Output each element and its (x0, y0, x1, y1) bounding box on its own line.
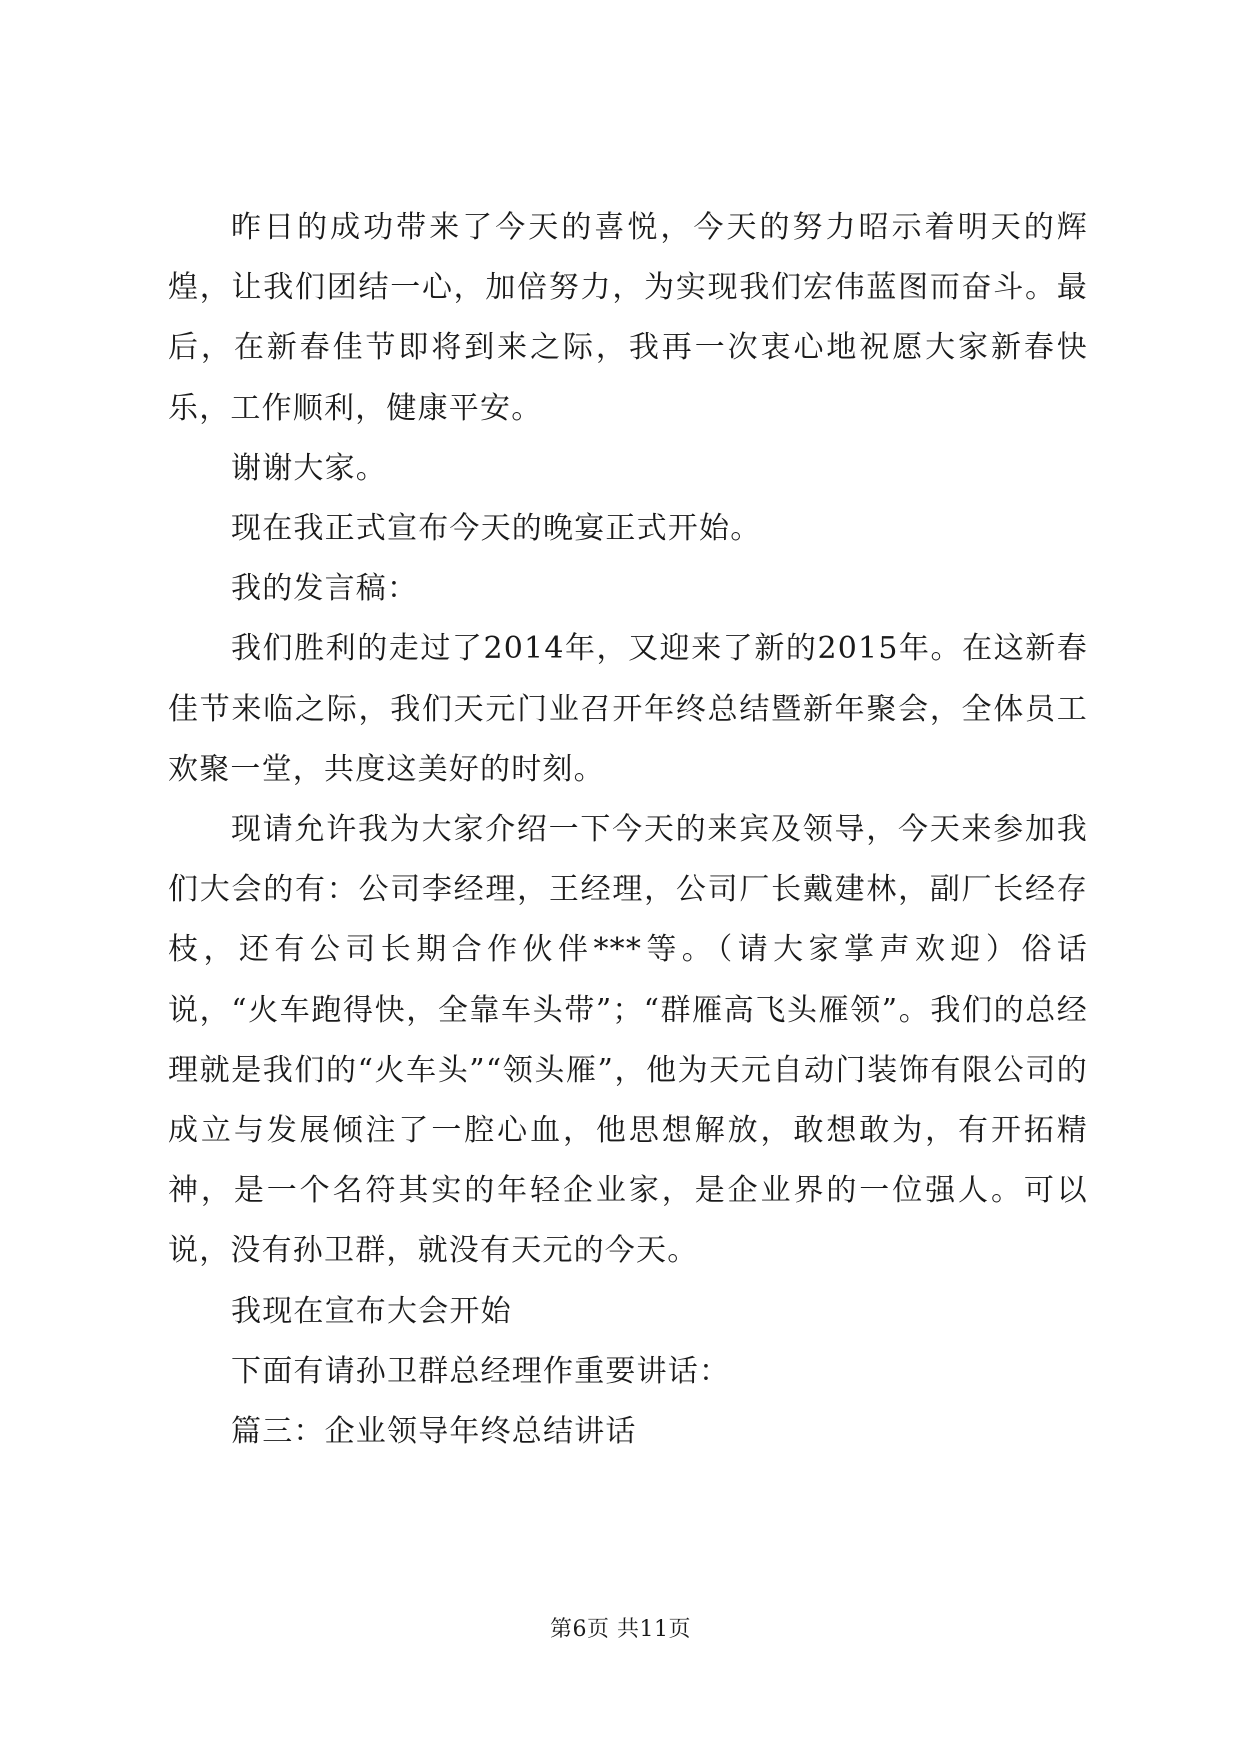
paragraph-meeting-start: 我现在宣布大会开始 (231, 1293, 512, 1329)
paragraph-speech-heading: 我的发言稿： (231, 571, 419, 607)
page-number-footer: 第6页 共11页 (550, 1617, 691, 1642)
paragraph-guest-intro: 现请允许我为大家介绍一下今天的来宾及领导，今天来参加我们大会的有：公司李经理，王经理，公司厂长戴建林，副厂长经存枝，还有公司长期合作伙伴***等。（请大家掌声欢迎）俗话说，“火车跑得快，全靠车头带”；“群雁高飞头雁领”。我们的总经理就是我们的“火车头”“领头雁”，他为天元自动门装饰有限公司的成立与发展倾注了一腔心血，他思想解放，敢想敢为，有开拓精神，是一个名符其实的年轻企业家，是企业界的一位强人。可以说，没有孙卫群，就没有天元的今天。 (168, 812, 1088, 1269)
paragraph-thanks: 谢谢大家。 (231, 450, 387, 486)
paragraph-banquet-start: 现在我正式宣布今天的晚宴正式开始。 (231, 511, 762, 547)
document-body (168, 198, 1088, 1462)
paragraph-closing-remarks: 昨日的成功带来了今天的喜悦，今天的努力昭示着明天的辉煌，让我们团结一心，加倍努力，为实现我们宏伟蓝图而奋斗。最后，在新春佳节即将到来之际，我再一次衷心地祝愿大家新春快乐，工作顺利，健康平安。 (168, 210, 1088, 426)
paragraph-invite-speech: 下面有请孙卫群总经理作重要讲话： (231, 1353, 731, 1389)
paragraph-new-year: 我们胜利的走过了2014年，又迎来了新的2015年。在这新春佳节来临之际，我们天元门业召开年终总结暨新年聚会，全体员工欢聚一堂，共度这美好的时刻。 (168, 631, 1088, 787)
paragraph-section-three-title: 篇三：企业领导年终总结讲话 (231, 1414, 637, 1450)
